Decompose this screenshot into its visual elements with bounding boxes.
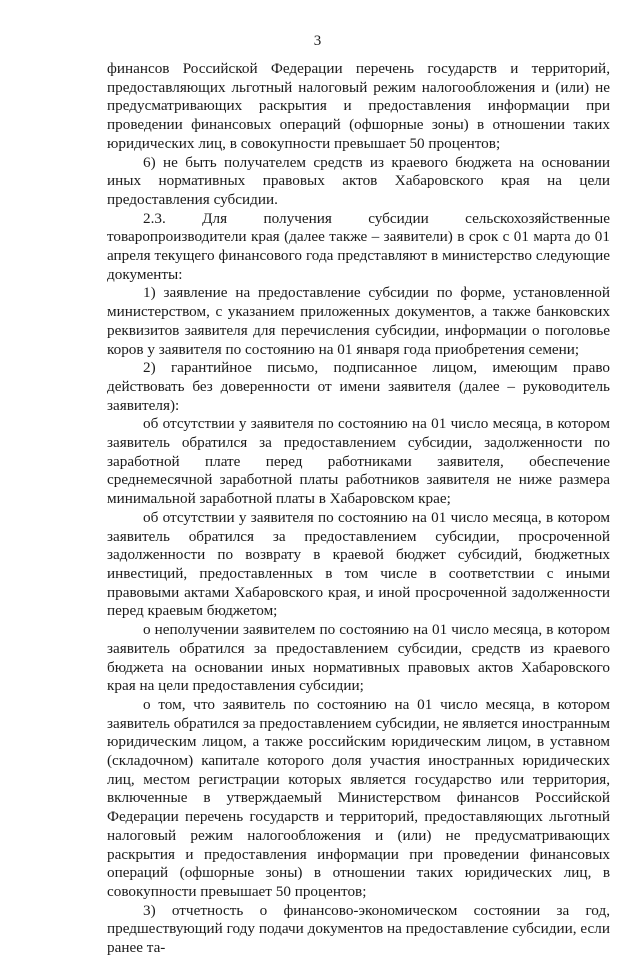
- paragraph-continued: финансов Российской Федерации перечень государств и территорий, предоставляющих льготный налоговый режим налогообложения и (или) не предусматривающих раскрытия и предоставления информации при проведении финансовых операций (офшорные зоны) в отношении таких юридических лиц, в совокупности превышает 50 процентов;: [107, 60, 610, 152]
- paragraph-budget-debt: об отсутствии у заявителя по состоянию на 01 число месяца, в котором заявитель обратился за предоставлением субсидии, просроченной задолженности по возврату в краевой бюджет субсидий, бюджетных инвестиций, предоставленных в том числе в соответствии с иными правовыми актами Хабаровского края, и иной просроченной задолженности перед краевым бюджетом;: [107, 508, 610, 620]
- paragraph-not-foreign-entity: о том, что заявитель по состоянию на 01 число месяца, в котором заявитель обратился за предоставлением субсидии, не является иностранным юридическим лицом, а также российским юридическим лицом, в уставном (складочном) капитале которого доля участия иностранных юридических лиц, местом регистрации которых является государство или территория, включенные в утверждаемый Министерством финансов Российской Федерации перечень государств и территорий, предоставляющих льготный налоговый режим налогообложения и (или) не предусматривающих раскрытия и предоставления информации при проведении финансовых операций (офшорные зоны) в отношении таких юридических лиц, в совокупности превышает 50 процентов;: [107, 695, 610, 900]
- paragraph-item-1: 1) заявление на предоставление субсидии по форме, установленной министерством, с указанием приложенных документов, а также банковских реквизитов заявителя для перечисления субсидии, информации о поголовье коров у заявителя по состоянию на 01 января года приобретения семени;: [107, 284, 610, 358]
- document-body: [107, 60, 610, 958]
- paragraph-item-6: 6) не быть получателем средств из краевого бюджета на основании иных нормативных правовых актов Хабаровского края на цели предоставления субсидии.: [107, 153, 610, 208]
- paragraph-section-2-3: 2.3. Для получения субсидии сельскохозяйственные товаропроизводители края (далее также – заявители) в срок с 01 марта до 01 апреля текущего финансового года представляют в министерство следующие документы:: [107, 209, 610, 283]
- paragraph-item-2: 2) гарантийное письмо, подписанное лицом, имеющим право действовать без доверенности от имени заявителя (далее – руководитель заявителя):: [107, 359, 610, 414]
- paragraph-item-3: 3) отчетность о финансово-экономическом состоянии за год, предшествующий году подачи документов на предоставление субсидии, если ранее та-: [107, 901, 610, 957]
- paragraph-no-other-funds: о неполучении заявителем по состоянию на 01 число месяца, в котором заявитель обратился за предоставлением субсидии, средств из краевого бюджета на основании иных нормативных правовых актов Хабаровского края на цели предоставления субсидии;: [107, 621, 610, 695]
- page-number: 3: [313, 33, 322, 49]
- paragraph-salary-debt: об отсутствии у заявителя по состоянию на 01 число месяца, в котором заявитель обратился за предоставлением субсидии, задолженности по заработной плате перед работниками заявителя, обеспечение среднемесячной заработной платы работников заявителя не ниже размера минимальной заработной платы в Хабаровском крае;: [107, 415, 610, 508]
